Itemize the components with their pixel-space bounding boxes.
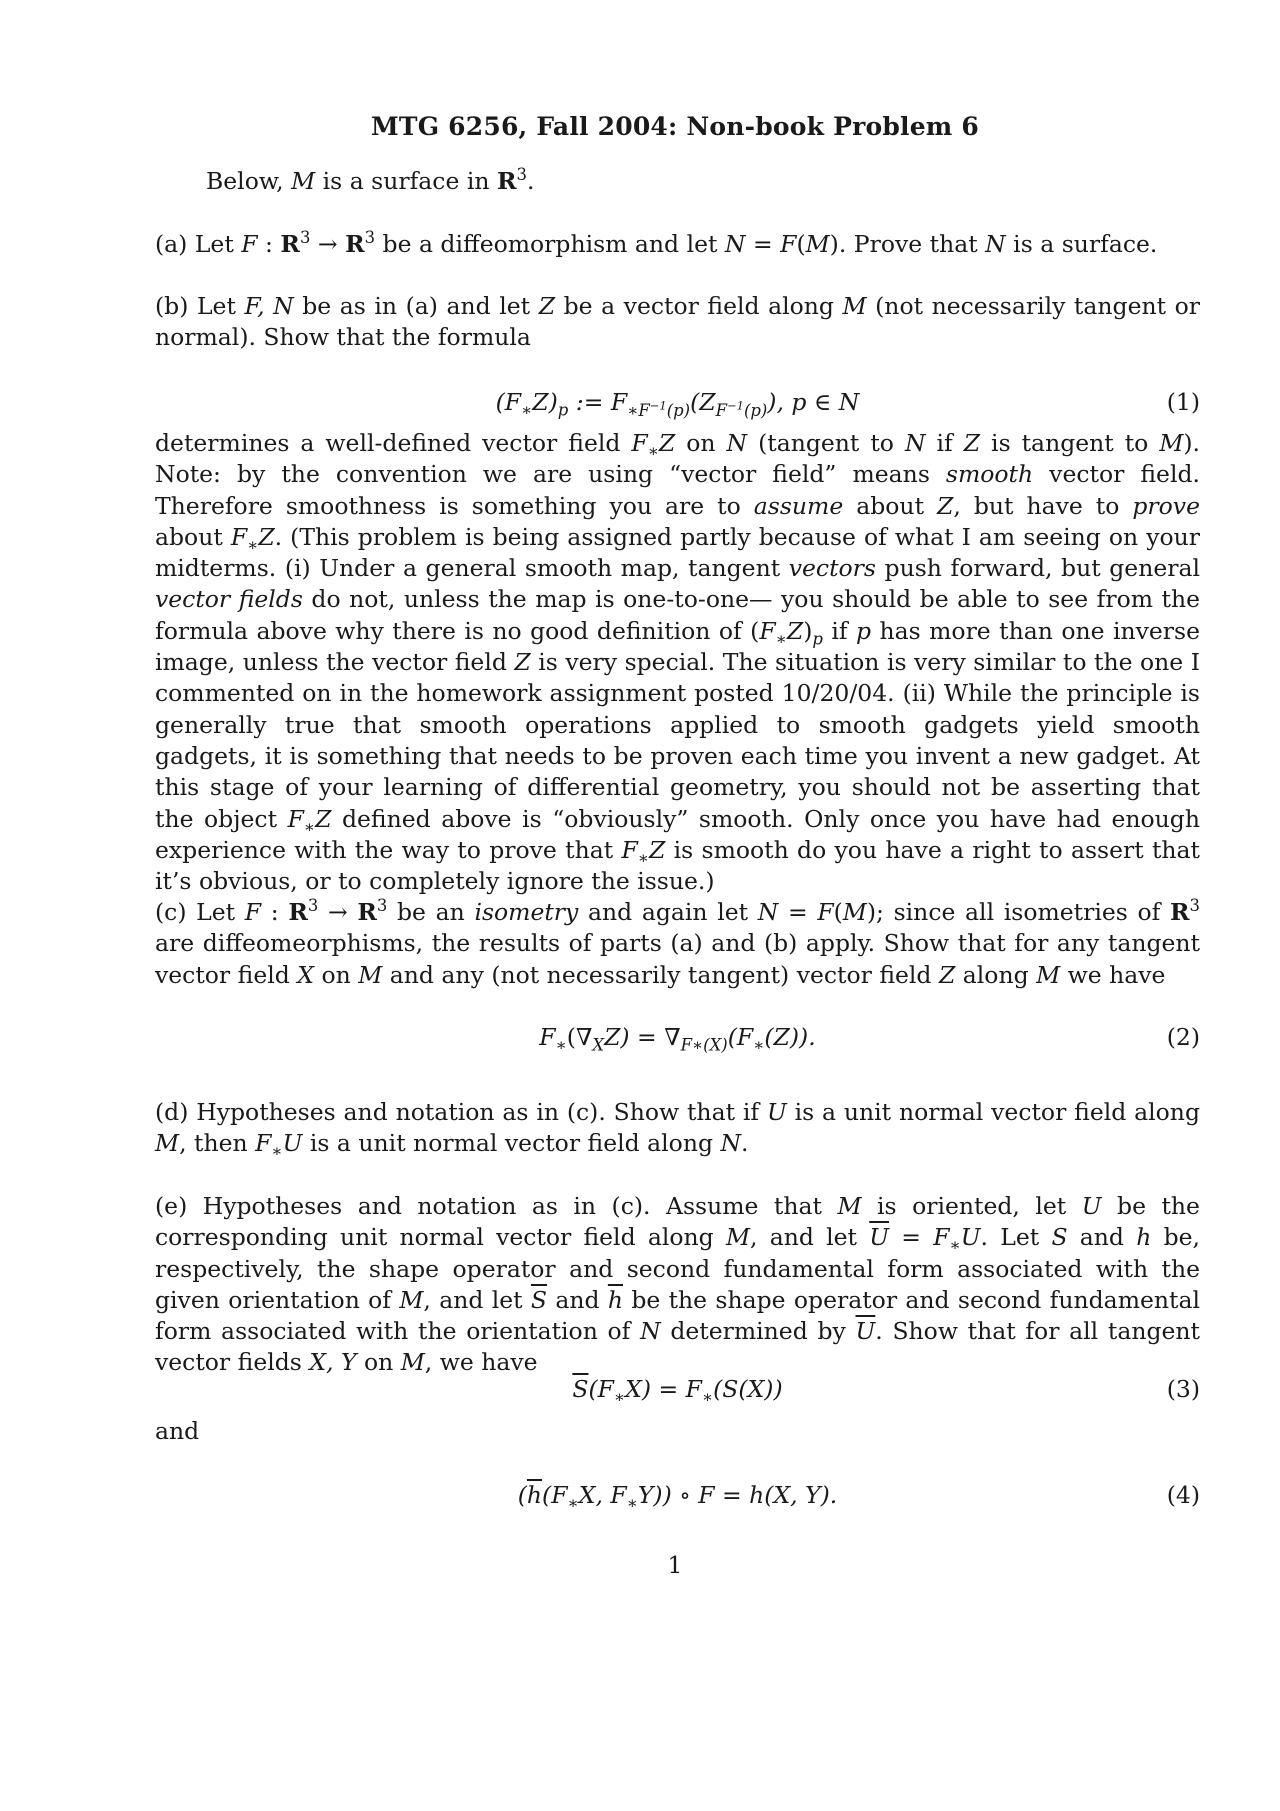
subscript xyxy=(715,398,768,420)
text: be the corresponding unit normal vector field along xyxy=(155,1192,1200,1252)
math: X) = F xyxy=(625,1375,702,1403)
text: , but have to xyxy=(953,491,1133,520)
emphasis: assume xyxy=(753,491,844,520)
math: (S(X)) xyxy=(713,1375,783,1403)
text: about xyxy=(843,491,938,520)
text: is very special. The situation is very similar to the one I commented on in the homework assignment posted 10/20/04. (ii) While the principle is generally true that smooth operations applied to smooth gadgets yield smooth gadgets, it is something that needs to be proven each time you invent a new gadget. At this stage of your learning of differential geometry, you should not be asserting that the object xyxy=(155,648,1200,833)
math: F xyxy=(759,616,776,645)
math: (p) xyxy=(743,400,768,420)
superscript: 3 xyxy=(1189,896,1200,916)
equation-4-formula xyxy=(155,1479,1200,1511)
text: along xyxy=(955,960,1037,989)
math: (Z)). xyxy=(764,1023,816,1051)
math: (p) xyxy=(666,400,691,420)
math: N xyxy=(726,429,748,457)
emphasis: isometry xyxy=(474,898,579,926)
equation-3-number: (3) xyxy=(1166,1375,1200,1403)
intro-paragraph xyxy=(206,166,1251,197)
text: : xyxy=(261,898,289,926)
text: (b) Let xyxy=(155,292,245,320)
text: (not necessarily tangent or normal). Show that the formula xyxy=(155,292,1200,352)
math: F xyxy=(241,230,258,258)
subscript: ∗ xyxy=(949,1235,961,1255)
math: N xyxy=(904,429,926,457)
math-bold: R xyxy=(288,898,308,926)
text: (e) Hypotheses and notation as in (c). Assume that xyxy=(155,1192,838,1220)
equation-2-formula xyxy=(155,1021,1200,1053)
math: F xyxy=(244,898,262,926)
text: about xyxy=(155,522,231,551)
subscript: ∗ xyxy=(701,1387,714,1407)
math: X xyxy=(297,960,314,989)
math-barred: $\overline{U}$ xyxy=(855,1317,876,1346)
text: if xyxy=(822,616,856,645)
math: (F xyxy=(542,1481,568,1509)
math: M xyxy=(805,230,830,258)
text: be a diffeomorphism and let xyxy=(375,230,725,258)
subscript: ∗ xyxy=(271,1141,283,1161)
math: M xyxy=(837,1192,862,1220)
text: Below, xyxy=(206,167,292,195)
math: ( xyxy=(517,1481,527,1509)
text: , then xyxy=(179,1129,256,1158)
subscript: X xyxy=(592,1035,605,1055)
superscript: 3 xyxy=(364,228,376,248)
text: → xyxy=(310,230,346,258)
text: be an xyxy=(387,898,475,926)
math: Z) = ∇ xyxy=(604,1023,681,1051)
text: and xyxy=(1067,1223,1137,1252)
math: Y)) ∘ F = h(X, Y). xyxy=(637,1481,838,1509)
text: ); since all isometries of xyxy=(866,898,1170,926)
math: N xyxy=(985,230,1006,258)
text: and any (not necessarily tangent) vector field xyxy=(382,960,939,989)
text: on xyxy=(314,960,359,989)
text: (a) Let xyxy=(155,230,242,258)
superscript: 3 xyxy=(516,165,527,185)
connector-text: and xyxy=(155,1417,200,1445)
math: Z xyxy=(514,648,531,677)
math: M xyxy=(842,292,867,320)
text: → xyxy=(318,898,358,926)
text: (tangent to xyxy=(747,429,905,457)
subscript: p xyxy=(812,629,823,649)
math: N xyxy=(757,898,779,926)
math: M xyxy=(358,960,383,989)
superscript: 3 xyxy=(376,896,388,916)
part-a-paragraph xyxy=(155,229,1200,260)
text: do not, unless the map is one-to-one— you should be able to see from the formula above why there is no good definition of ( xyxy=(155,585,1201,645)
text: is a unit normal vector field along xyxy=(302,1129,721,1158)
part-e-paragraph xyxy=(155,1191,1200,1379)
subscript: ∗ xyxy=(647,441,659,461)
equation-1-formula xyxy=(155,386,1200,418)
text: is a unit normal vector field along xyxy=(786,1098,1200,1126)
equation-1-number: (1) xyxy=(1166,388,1200,416)
text: , we have xyxy=(424,1348,538,1377)
subscript: ∗ xyxy=(567,1493,579,1513)
text: we have xyxy=(1060,960,1166,989)
text: . Show that for all tangent vector fields xyxy=(155,1317,1200,1377)
subscript: ∗ xyxy=(613,1387,626,1407)
text: determines a well-defined vector field xyxy=(155,429,632,457)
math: U xyxy=(960,1223,981,1252)
math: Z xyxy=(258,522,275,551)
math: (F xyxy=(727,1023,754,1051)
math: F xyxy=(715,400,727,420)
math: (Z xyxy=(690,388,716,416)
math: (F xyxy=(495,388,522,416)
math: Z xyxy=(938,960,956,989)
math: h xyxy=(1136,1223,1152,1252)
equation-4 xyxy=(155,1479,1200,1511)
math: F, N xyxy=(244,292,294,320)
math: M xyxy=(400,1348,425,1377)
text: . Let xyxy=(980,1223,1052,1252)
math: S xyxy=(1051,1223,1068,1252)
text: is a surface. xyxy=(1005,230,1158,258)
math: p xyxy=(856,616,872,645)
math-bold: R xyxy=(357,898,377,926)
math-bold: R xyxy=(1170,898,1190,926)
math: Z xyxy=(786,616,804,645)
emphasis: prove xyxy=(1132,491,1200,520)
superscript: 3 xyxy=(307,896,319,916)
subscript: ∗ xyxy=(637,848,649,868)
math-bold: R xyxy=(280,230,300,258)
text: . xyxy=(526,167,535,195)
text: ( xyxy=(833,898,843,926)
equation-3 xyxy=(155,1373,1200,1405)
text: is a surface in xyxy=(315,167,497,195)
subscript xyxy=(627,398,691,420)
equation-2 xyxy=(155,1021,1200,1053)
text: is oriented, let xyxy=(861,1192,1082,1220)
text: = xyxy=(745,230,781,258)
math: M xyxy=(1036,960,1061,989)
text: defined above is “obviously” smooth. Only once you have had enough experience with the way to prove that xyxy=(155,804,1200,864)
math: X, Y xyxy=(309,1348,357,1377)
text: . xyxy=(741,1129,749,1158)
math: (∇ xyxy=(566,1023,593,1051)
emphasis: vector fields xyxy=(155,585,303,614)
math: M xyxy=(291,167,316,195)
text: has more than one inverse image, unless the vector field xyxy=(155,616,1200,677)
text: (d) Hypotheses and notation as in (c). Show that if xyxy=(155,1098,767,1126)
equation-2-number: (2) xyxy=(1166,1023,1200,1051)
part-b-continuation xyxy=(155,428,1200,897)
text: and again let xyxy=(578,898,758,926)
math: F xyxy=(539,1023,556,1051)
math: F xyxy=(631,429,648,457)
text: is smooth do you have a right to assert that it’s obvious, or to completely ignore the issue.) xyxy=(155,835,1200,896)
text: ). Prove that xyxy=(829,230,986,258)
text: = xyxy=(778,898,818,926)
text: be as in (a) and let xyxy=(293,292,539,320)
math-barred: $\overline{U}$ xyxy=(869,1223,890,1252)
equation-4-number: (4) xyxy=(1166,1481,1200,1509)
equation-3-formula xyxy=(155,1373,1200,1405)
page-number: 1 xyxy=(667,1551,683,1579)
text: (c) Let xyxy=(155,898,245,926)
math-barred: $\overline{h}$ xyxy=(526,1481,543,1509)
math: F xyxy=(621,835,638,864)
text: be the shape operator and second fundamental form associated with the orientation of xyxy=(155,1285,1200,1346)
text: , and let xyxy=(750,1223,870,1252)
math: M xyxy=(725,1223,750,1252)
part-c-paragraph xyxy=(155,897,1200,991)
subscript: ∗ xyxy=(626,1493,638,1513)
text: on xyxy=(675,429,727,457)
subscript: F∗(X) xyxy=(680,1035,728,1055)
math: F xyxy=(255,1129,272,1158)
math-barred: $\overline{S}$ xyxy=(572,1375,589,1403)
subscript: ∗ xyxy=(521,400,533,420)
math: F xyxy=(780,230,797,258)
subscript: ∗ xyxy=(303,817,316,837)
text: determined by xyxy=(660,1317,856,1346)
text: : xyxy=(257,230,281,258)
text: and xyxy=(547,1285,608,1314)
emphasis: smooth xyxy=(945,460,1034,489)
math: F xyxy=(933,1223,950,1252)
subscript: ∗ xyxy=(247,535,259,555)
math: ∗F xyxy=(627,400,650,420)
emphasis: vectors xyxy=(788,554,876,583)
math-bold: R xyxy=(496,167,517,195)
text: ) xyxy=(803,616,813,645)
math: ), p ∈ N xyxy=(767,388,860,416)
subscript: p xyxy=(557,400,569,420)
math: N xyxy=(724,230,746,258)
equation-1 xyxy=(155,386,1200,418)
subscript: ∗ xyxy=(753,1035,765,1055)
math: U xyxy=(1081,1192,1102,1220)
math: M xyxy=(842,898,867,926)
math: := F xyxy=(568,388,628,416)
math: U xyxy=(282,1129,303,1158)
math: F xyxy=(230,522,248,551)
math: Z xyxy=(963,429,981,457)
math: U xyxy=(766,1098,787,1126)
text: . (This problem is being assigned partly because of what I am seeing on your midterms. (i) Under a general smooth map, tangent xyxy=(155,522,1200,583)
math: Z xyxy=(648,835,666,864)
text: = xyxy=(889,1223,934,1252)
math: Z) xyxy=(532,388,558,416)
math: (F xyxy=(588,1375,614,1403)
subscript: ∗ xyxy=(555,1035,567,1055)
text: if xyxy=(925,429,964,457)
text: ( xyxy=(796,230,806,258)
text: are diffeomeorphisms, the results of parts (a) and (b) apply. Show that for any tangent vector field xyxy=(155,929,1200,989)
text: be, respectively, the shape operator and second fundamental form associated with the given orientation of xyxy=(155,1223,1200,1314)
math: Z xyxy=(315,804,332,833)
math-barred: $\overline{S}$ xyxy=(530,1285,548,1314)
math: Z xyxy=(937,491,954,520)
superscript: −1 xyxy=(726,398,744,413)
math: N xyxy=(720,1129,742,1158)
text: on xyxy=(356,1348,401,1377)
document-title: MTG 6256, Fall 2004: Non-book Problem 6 xyxy=(371,112,979,141)
math-barred: $\overline{h}$ xyxy=(607,1285,623,1314)
math: Z xyxy=(538,292,556,320)
math: Z xyxy=(658,429,676,457)
math: N xyxy=(640,1317,661,1346)
math-bold: R xyxy=(345,230,365,258)
text: be a vector field along xyxy=(555,292,843,320)
math: X, F xyxy=(578,1481,627,1509)
superscript: 3 xyxy=(299,228,311,248)
subscript: ∗ xyxy=(775,629,787,649)
superscript: −1 xyxy=(649,398,667,413)
math: F xyxy=(817,898,834,926)
math: M xyxy=(399,1285,424,1314)
part-d-paragraph xyxy=(155,1097,1200,1160)
text: is tangent to xyxy=(980,429,1160,457)
part-b-paragraph xyxy=(155,291,1200,354)
text: push forward, but general xyxy=(875,554,1200,583)
text: vector field. Therefore smoothness is something you are to xyxy=(155,460,1200,520)
text: , and let xyxy=(423,1285,531,1314)
text: ). Note: by the convention we are using “vector field” means xyxy=(155,429,1201,489)
math: M xyxy=(155,1129,180,1158)
math: F xyxy=(287,804,304,833)
math: M xyxy=(1159,429,1184,457)
